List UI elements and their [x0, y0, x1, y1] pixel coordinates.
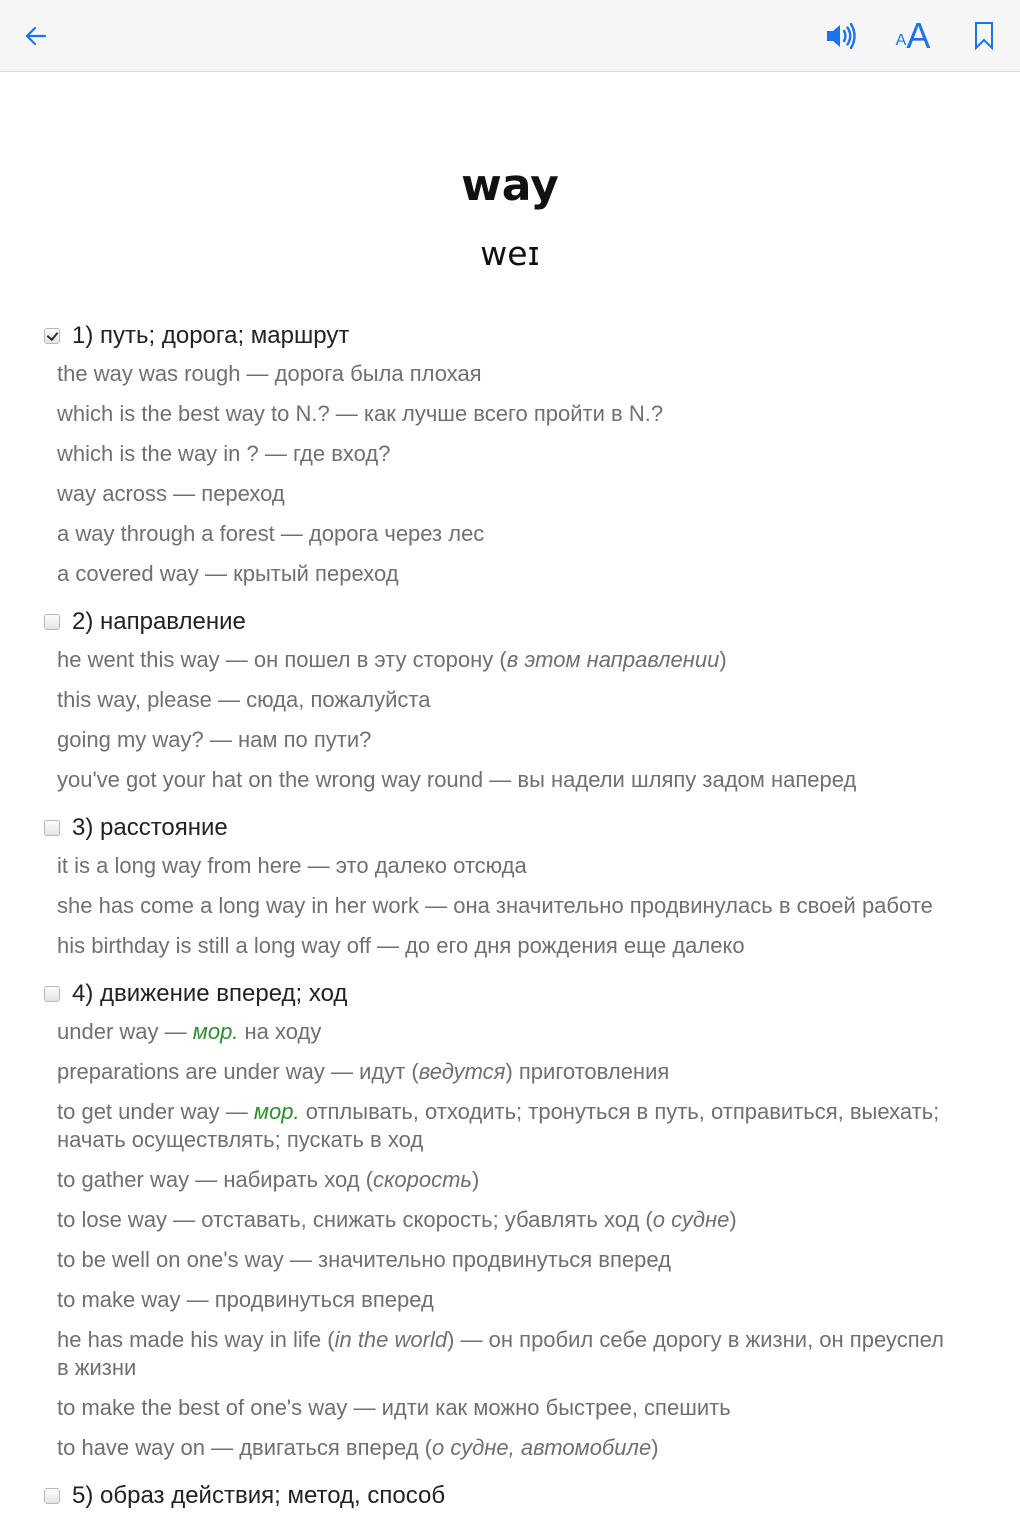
example-russian: крытый переход: [233, 561, 399, 586]
example-phrase: [57, 886, 954, 926]
sense-header: [44, 810, 954, 846]
example-russian: она значительно продвинулась в своей работе: [453, 893, 933, 918]
example-russian: сюда, пожалуйста: [246, 687, 431, 712]
example-phrase: [57, 1200, 954, 1240]
example-english: to get under way: [57, 1099, 220, 1124]
example-separator: —: [454, 1327, 489, 1352]
sense-checkbox[interactable]: [44, 820, 60, 836]
example-english: which is the way in ?: [57, 441, 259, 466]
example-english: which is the best way to N.?: [57, 401, 330, 426]
example-phrase: [57, 1320, 954, 1388]
sense-block: [44, 976, 954, 1468]
example-english: she has come a long way in her work: [57, 893, 419, 918]
example-russian-italic: о судне, автомобиле: [432, 1435, 652, 1460]
example-english-after: ): [447, 1327, 455, 1352]
sense-title: 2) направление: [72, 608, 246, 635]
sense-header: [44, 1478, 954, 1514]
example-phrase: [57, 1280, 954, 1320]
example-english: his birthday is still a long way off: [57, 933, 371, 958]
example-russian: продвинуться вперед: [214, 1287, 434, 1312]
example-phrase: [57, 846, 954, 886]
example-separator: —: [219, 1099, 254, 1124]
font-size-large-icon: A: [906, 15, 931, 56]
bookmark-button[interactable]: [962, 14, 1006, 58]
example-phrase: [57, 1388, 954, 1428]
example-phrase: [57, 554, 954, 594]
example-english: going my way?: [57, 727, 204, 752]
example-russian: значительно продвинуться вперед: [318, 1247, 671, 1272]
example-russian-italic: о судне: [652, 1207, 730, 1232]
sense-header: [44, 604, 954, 640]
usage-label: мор.: [253, 1099, 300, 1124]
example-phrase: [57, 1428, 954, 1468]
sense-checkbox[interactable]: [44, 328, 60, 344]
sense-block: [44, 318, 954, 594]
example-english: to lose way: [57, 1207, 168, 1232]
arrow-left-icon: [23, 23, 49, 49]
example-english: he went this way: [57, 647, 220, 672]
example-russian: идут (: [359, 1059, 419, 1084]
example-russian-italic: скорость: [373, 1167, 473, 1192]
example-separator: —: [418, 893, 454, 918]
example-separator: —: [211, 687, 247, 712]
example-phrase: [57, 514, 954, 554]
example-separator: —: [324, 1059, 360, 1084]
sense-block: [44, 1478, 954, 1514]
example-separator: —: [283, 1247, 319, 1272]
example-english: to be well on one's way: [57, 1247, 284, 1272]
example-english: preparations are under way: [57, 1059, 325, 1084]
back-button[interactable]: [14, 14, 58, 58]
example-separator: —: [167, 1207, 202, 1232]
example-separator: —: [219, 647, 254, 672]
example-separator: —: [198, 561, 234, 586]
example-phrase: [57, 1012, 954, 1052]
example-russian: до его дня рождения еще далеко: [405, 933, 745, 958]
headword: way: [461, 160, 559, 211]
example-russian-italic: в этом направлении: [506, 647, 720, 672]
example-phrase: [57, 434, 954, 474]
example-phrase: [57, 354, 954, 394]
example-russian: нам по пути?: [237, 727, 372, 752]
sense-checkbox[interactable]: [44, 614, 60, 630]
example-phrase: [57, 1052, 954, 1092]
example-english: a covered way: [57, 561, 199, 586]
example-russian: дорога была плохая: [274, 361, 482, 386]
example-russian: переход: [201, 481, 285, 506]
example-english: the way was rough: [57, 361, 241, 386]
example-english: under way: [57, 1019, 159, 1044]
example-english: this way, please: [57, 687, 212, 712]
example-phrase: [57, 474, 954, 514]
example-separator: —: [347, 1395, 382, 1420]
sense-checkbox[interactable]: [44, 986, 60, 1002]
example-russian: он пробил себе дорогу в жизни, он преуспел в жизни: [57, 1327, 944, 1380]
bookmark-icon: [973, 21, 995, 51]
example-separator: —: [158, 1019, 193, 1044]
example-separator: —: [203, 727, 238, 752]
sense-title: 1) путь; дорога; маршрут: [72, 322, 350, 349]
example-phrase: [57, 640, 954, 680]
example-separator: —: [370, 933, 406, 958]
example-separator: —: [167, 481, 202, 506]
example-english: to make way: [57, 1287, 181, 1312]
sense-header: [44, 976, 954, 1012]
example-phrase: [57, 926, 954, 966]
example-english: to have way on: [57, 1435, 205, 1460]
example-russian: отставать, снижать скорость; убавлять ход (: [201, 1207, 653, 1232]
example-russian: как лучше всего пройти в N.?: [363, 401, 664, 426]
example-phrase: [57, 680, 954, 720]
example-russian: набирать ход (: [223, 1167, 374, 1192]
sense-title: 5) образ действия; метод, способ: [72, 1482, 446, 1509]
sense-checkbox[interactable]: [44, 1488, 60, 1504]
example-russian-after: ): [719, 647, 727, 672]
example-phrase: [57, 1160, 954, 1200]
example-russian-after: ) приготовления: [505, 1059, 670, 1084]
example-russian: на ходу: [238, 1019, 322, 1044]
sense-block: [44, 810, 954, 966]
example-separator: —: [483, 767, 518, 792]
example-russian-after: ): [729, 1207, 737, 1232]
example-russian: идти как можно быстрее, спешить: [381, 1395, 731, 1420]
example-russian: он пошел в эту сторону (: [253, 647, 507, 672]
example-russian: дорога через лес: [308, 521, 485, 546]
example-separator: —: [301, 853, 336, 878]
transcription: weɪ: [480, 234, 540, 273]
example-russian-italic: ведутся: [418, 1059, 506, 1084]
example-separator: —: [180, 1287, 215, 1312]
example-russian-after: ): [651, 1435, 659, 1460]
font-size-button[interactable]: [888, 14, 938, 58]
senses-list: [44, 318, 954, 1524]
example-separator: —: [274, 521, 309, 546]
example-english-italic: in the world: [334, 1327, 448, 1352]
example-english: way across: [57, 481, 168, 506]
example-phrase: [57, 1092, 954, 1160]
speaker-icon: [825, 21, 857, 51]
example-phrase: [57, 760, 954, 800]
example-phrase: [57, 1240, 954, 1280]
example-separator: —: [240, 361, 275, 386]
sense-block: [44, 604, 954, 800]
example-russian-after: ): [472, 1167, 480, 1192]
example-english: to gather way: [57, 1167, 190, 1192]
example-english: you've got your hat on the wrong way round: [57, 767, 484, 792]
example-phrase: [57, 720, 954, 760]
example-separator: —: [329, 401, 364, 426]
example-separator: —: [189, 1167, 224, 1192]
example-english: it is a long way from here: [57, 853, 302, 878]
example-english: he has made his way in life (: [57, 1327, 335, 1352]
example-english: to make the best of one's way: [57, 1395, 348, 1420]
sense-title: 4) движение вперед; ход: [72, 980, 348, 1007]
example-russian: отплывать, отходить; тронуться в путь, отправиться, выехать; начать осуществлять; пускать в ход: [57, 1099, 940, 1152]
example-phrase: [57, 394, 954, 434]
example-russian: вы надели шляпу задом наперед: [517, 767, 857, 792]
example-russian: где вход?: [293, 441, 391, 466]
example-russian: это далеко отсюда: [335, 853, 527, 878]
example-separator: —: [258, 441, 293, 466]
example-russian: двигаться вперед (: [239, 1435, 432, 1460]
usage-label: мор.: [192, 1019, 239, 1044]
font-size-small-icon: A: [895, 32, 907, 49]
example-english: a way through a forest: [57, 521, 275, 546]
example-separator: —: [204, 1435, 240, 1460]
pronounce-button[interactable]: [818, 14, 864, 58]
sense-title: 3) расстояние: [72, 814, 228, 841]
toolbar: [0, 0, 1020, 72]
sense-header: [44, 318, 954, 354]
